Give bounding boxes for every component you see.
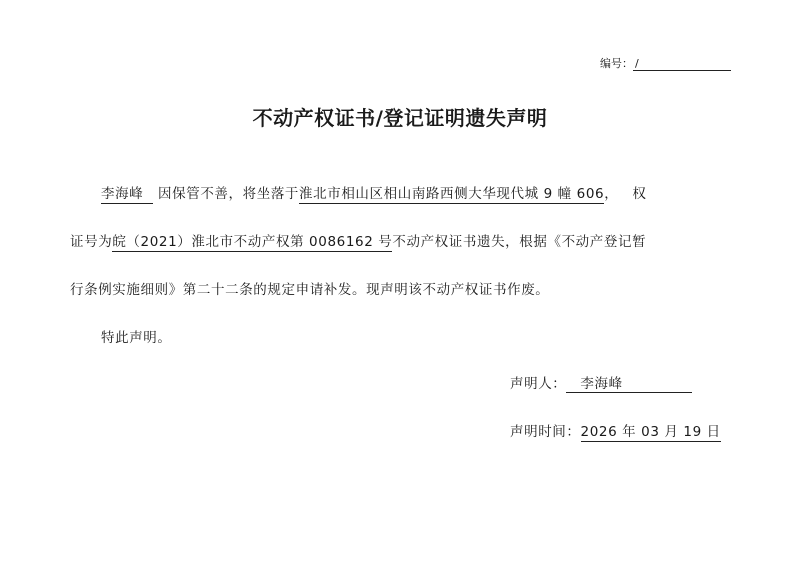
body-text-4: 证号为 [70, 234, 113, 250]
serial-number [600, 55, 731, 71]
closing-statement: 特此声明。 [101, 330, 172, 346]
body-text-1: 因保管不善，将坐落于 [158, 186, 300, 202]
body-line-1 [101, 182, 646, 202]
body-text-5: 不动产权证书遗失，根据《不动产登记暂 [392, 234, 647, 250]
declaration-date: 2026 年 03 月 19 日 [580, 424, 721, 440]
name-underline-pad [143, 186, 153, 204]
body-line-2 [70, 230, 646, 250]
declaration-date-row [510, 420, 721, 440]
serial-value: / [633, 57, 731, 71]
declarant-label: 声明人： [510, 376, 567, 392]
property-location: 淮北市相山区相山南路西侧大华现代城 9 幢 606 [299, 186, 605, 202]
body-line-3: 行条例实施细则》第二十二条的规定申请补发。现声明该不动产权证书作废。 [70, 282, 550, 298]
body-text-3: 权 [632, 186, 647, 202]
declarant-name-inline: 李海峰 [101, 186, 144, 202]
declarant-signature-name: 李海峰 [566, 372, 692, 393]
body-text-2: ， [604, 186, 619, 202]
declarant-row [510, 372, 692, 393]
certificate-number: 皖（2021）淮北市不动产权第 0086162 号 [112, 234, 393, 250]
date-label: 声明时间： [510, 424, 581, 440]
document-title: 不动产权证书/登记证明遗失声明 [252, 106, 548, 130]
serial-label: 编号： [600, 57, 633, 70]
